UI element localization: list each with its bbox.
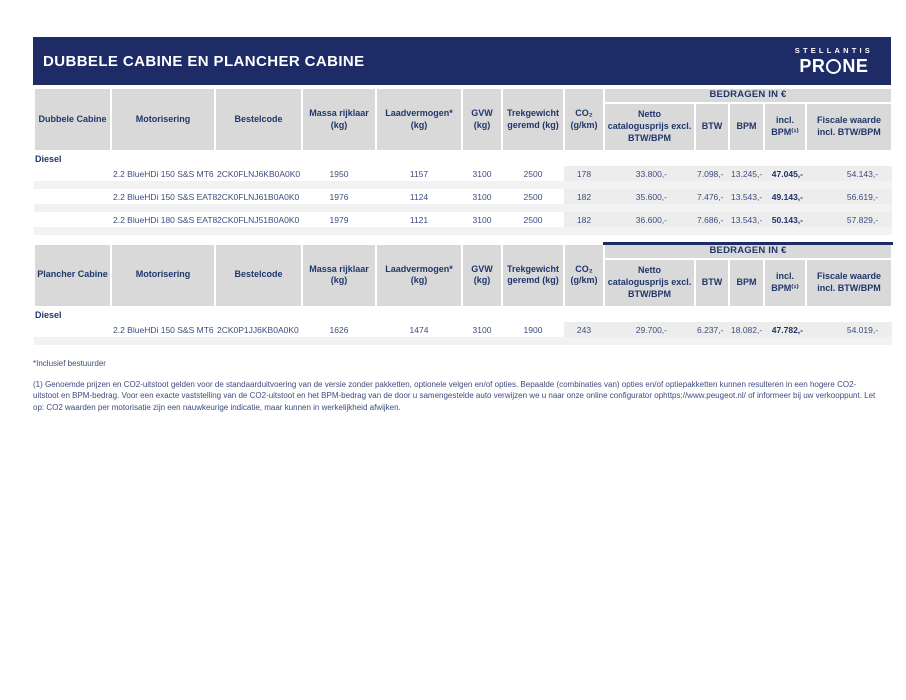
column-header-dubbele-cabine: Dubbele Cabine [34,88,111,151]
cell-empty [34,166,111,181]
row-separator [34,227,892,235]
column-header-incl-bpm: incl. BPM⁽¹⁾ [764,103,806,151]
cell-netto-catalogusprijs: 36.600,- [604,212,695,227]
cell-massa-rijklaar: 1626 [329,324,349,335]
column-header-co2: CO₂ (g/km) [564,244,604,308]
cell-netto-catalogusprijs: 29.700,- [604,322,695,337]
cell-btw: 7.476,- [695,189,729,204]
column-header-fiscale-waarde: Fiscale waarde incl. BTW/BPM [806,103,892,151]
column-header-incl-bpm: incl. BPM⁽¹⁾ [764,259,806,307]
cell-massa-rijklaar: 1979 [329,214,349,225]
cell-empty [34,189,111,204]
footnote-note1: (1) Genoemde prijzen en CO2-uitstoot gelden voor de standaarduitvoering van de versie zonder pakketten, optionele velgen en/of opties. Bepaalde (combinaties van) opties en/of optiepakketten kunnen resulteren in een hogere CO2-uitstoot en BPM-bedrag. Voor een exacte vaststelling van de CO2-uitstoot en het BPM-bedrag van de door u samengestelde auto verwijzen we u naar onze online configurator ophttps://www.peugeot.nl/ of informeer bij uw verkooppunt. Let op: CO2 waarden per motorisatie zijn een nauwkeurige indicatie, maar kunnen in werkelijkheid afwijken. [33,380,876,412]
separator-band [34,337,892,345]
cell-btw: 7.686,- [695,212,729,227]
cell-netto-catalogusprijs: 33.800,- [604,166,695,181]
cell-co2: 182 [564,212,604,227]
separator-band [34,204,892,212]
cell-incl-bpm: 47.045,- [764,166,806,181]
pro-one-o-icon [826,59,841,74]
cell-bestelcode: 2CK0FLNJ61B0A0K0 [217,191,300,202]
cell-motorisering: 2.2 BlueHDi 150 S&S EAT8 [113,191,218,202]
cell-massa-rijklaar: 1976 [329,191,349,202]
column-header-massa-rijklaar: Massa rijklaar (kg) [302,88,376,151]
column-header-netto-catalogusprijs: Netto catalogusprijs excl. BTW/BPM [604,259,695,307]
table-row [34,322,892,337]
column-header-bestelcode: Bestelcode [215,88,302,151]
price-table-plancher-cabine [33,242,893,345]
cell-laadvermogen: 1121 [409,214,429,225]
column-header-btw: BTW [695,103,729,151]
row-separator [34,337,892,345]
cell-bestelcode: 2CK0P1JJ6KB0A0K0 [217,324,299,335]
table-row [34,166,892,181]
cell-bestelcode: 2CK0FLNJ6KB0A0K0 [217,168,301,179]
cell-laadvermogen: 1474 [409,324,429,335]
cell-netto-catalogusprijs: 35.600,- [604,189,695,204]
separator-band [34,181,892,189]
cell-fiscale-waarde: 54.143,- [806,166,892,181]
column-header-co2: CO₂ (g/km) [564,88,604,151]
row-separator [34,181,892,189]
cell-gvw: 3100 [472,324,492,335]
page-title: DUBBELE CABINE EN PLANCHER CABINE [43,52,365,70]
fuel-section-row [34,307,892,322]
stellantis-wordmark: STELLANTIS [794,46,873,56]
cell-gvw: 3100 [472,168,492,179]
column-header-gvw: GVW (kg) [462,244,502,308]
cell-incl-bpm: 47.782,- [764,322,806,337]
cell-motorisering: 2.2 BlueHDi 150 S&S MT6 [113,324,214,335]
cell-co2: 182 [564,189,604,204]
cell-co2: 178 [564,166,604,181]
price-table-dubbele-cabine [33,87,893,235]
bedragen-header: BEDRAGEN IN € [604,244,892,260]
cell-massa-rijklaar: 1950 [329,168,349,179]
column-header-laadvermogen: Laadvermogen* (kg) [376,244,462,308]
bedragen-header-row [34,88,892,103]
cell-fiscale-waarde: 56.619,- [806,189,892,204]
table-row [34,212,892,227]
column-header-motorisering: Motorisering [111,244,215,308]
section-label-diesel: Diesel [35,310,62,320]
cell-btw: 6.237,- [695,322,729,337]
cell-trekgewicht: 2500 [523,168,543,179]
pro-one-ne: NE [842,55,869,76]
cell-gvw: 3100 [472,191,492,202]
cell-trekgewicht: 1900 [523,324,543,335]
bedragen-header-row [34,244,892,260]
stellantis-pro-one-logo [795,47,877,75]
section-label-diesel: Diesel [35,154,62,164]
cell-incl-bpm: 49.143,- [764,189,806,204]
pro-one-pr: PR [799,55,826,76]
cell-empty [34,322,111,337]
column-header-netto-catalogusprijs: Netto catalogusprijs excl. BTW/BPM [604,103,695,151]
cell-co2: 243 [564,322,604,337]
row-separator [34,204,892,212]
table-row [34,189,892,204]
column-header-fiscale-waarde: Fiscale waarde incl. BTW/BPM [806,259,892,307]
price-list-page [33,37,891,413]
cell-laadvermogen: 1124 [409,191,429,202]
cell-incl-bpm: 50.143,- [764,212,806,227]
column-header-trekgewicht: Trekgewicht geremd (kg) [502,88,564,151]
fuel-section-row [34,151,892,166]
cell-fiscale-waarde: 57.829,- [806,212,892,227]
column-header-massa-rijklaar: Massa rijklaar (kg) [302,244,376,308]
footnotes [33,358,881,413]
cell-bpm: 18.082,- [729,322,764,337]
cell-btw: 7.098,- [695,166,729,181]
cell-fiscale-waarde: 54.019,- [806,322,892,337]
cell-laadvermogen: 1157 [409,168,429,179]
cell-motorisering: 2.2 BlueHDi 150 S&S MT6 [113,168,214,179]
cell-bpm: 13.245,- [729,166,764,181]
column-header-laadvermogen: Laadvermogen* (kg) [376,88,462,151]
cell-empty [34,212,111,227]
pro-one-wordmark [795,57,873,75]
title-banner [33,37,891,85]
column-header-bpm: BPM [729,259,764,307]
column-header-bpm: BPM [729,103,764,151]
column-header-gvw: GVW (kg) [462,88,502,151]
column-header-trekgewicht: Trekgewicht geremd (kg) [502,244,564,308]
column-header-plancher-cabine: Plancher Cabine [34,244,111,308]
separator-band [34,227,892,235]
cell-gvw: 3100 [472,214,492,225]
footnote-asterisk: *Inclusief bestuurder [33,359,106,368]
column-header-btw: BTW [695,259,729,307]
column-header-motorisering: Motorisering [111,88,215,151]
column-header-bestelcode: Bestelcode [215,244,302,308]
cell-bpm: 13.543,- [729,189,764,204]
cell-bestelcode: 2CK0FLNJ51B0A0K0 [217,214,300,225]
cell-bpm: 13.543,- [729,212,764,227]
cell-trekgewicht: 2500 [523,191,543,202]
bedragen-header: BEDRAGEN IN € [604,88,892,103]
cell-trekgewicht: 2500 [523,214,543,225]
cell-motorisering: 2.2 BlueHDi 180 S&S EAT8 [113,214,218,225]
